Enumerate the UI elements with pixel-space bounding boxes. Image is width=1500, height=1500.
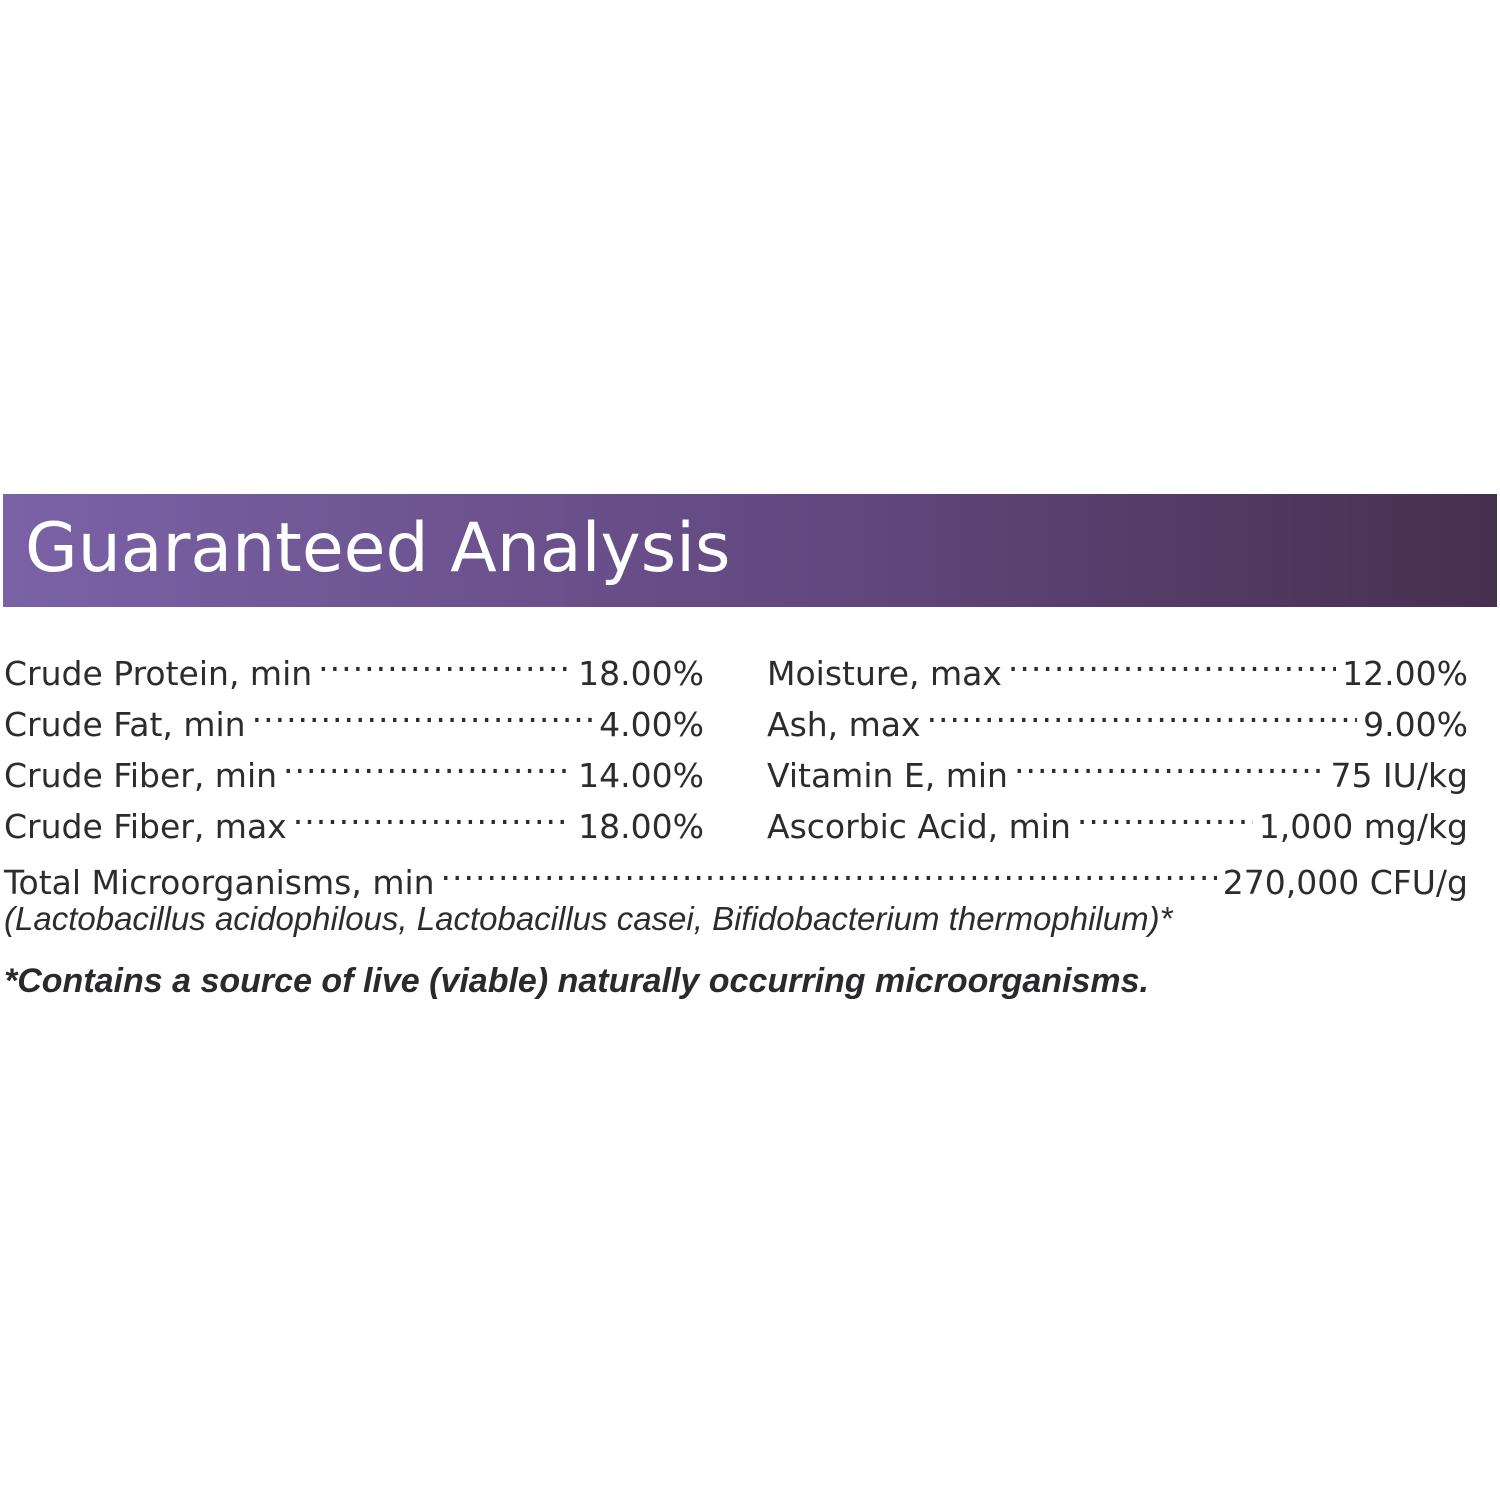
footnote: *Contains a source of live (viable) naturally occurring microorganisms. [4,962,1149,1000]
analysis-left-column [4,634,704,846]
dot-leader [441,843,1217,894]
analysis-label: Total Microorganisms, min [4,863,435,902]
header-title: Guaranteed Analysis [25,509,731,588]
guaranteed-analysis-header [3,494,1497,607]
species-list: (Lactobacillus acidophilous, Lactobacillus casei, Bifidobacterium thermophilum)* [4,900,1173,937]
total-microorganisms-row [4,843,1468,902]
analysis-label: Ash, max [767,705,921,744]
analysis-label: Crude Fat, min [4,705,246,744]
analysis-value: 4.00% [599,705,704,744]
analysis-label: Vitamin E, min [767,756,1008,795]
analysis-row [767,634,1468,693]
analysis-label: Crude Protein, min [4,654,313,693]
dot-leader [1014,736,1324,787]
analysis-right-column [767,634,1468,846]
dot-leader [283,736,572,787]
dot-leader [1077,787,1253,838]
dot-leader [318,634,572,685]
analysis-value: 270,000 CFU/g [1222,863,1468,902]
dot-leader [252,685,594,736]
analysis-value: 14.00% [578,756,704,795]
dot-leader [1008,634,1336,685]
analysis-row [4,634,704,693]
dot-leader [927,685,1358,736]
analysis-value: 18.00% [578,654,704,693]
analysis-value: 18.00% [578,807,704,846]
analysis-value: 12.00% [1342,654,1468,693]
analysis-value: 9.00% [1363,705,1468,744]
analysis-value: 75 IU/kg [1330,756,1468,795]
dot-leader [293,787,572,838]
analysis-label: Crude Fiber, max [4,807,287,846]
analysis-label: Crude Fiber, min [4,756,278,795]
analysis-label: Moisture, max [767,654,1002,693]
analysis-label: Ascorbic Acid, min [767,807,1071,846]
analysis-value: 1,000 mg/kg [1258,807,1468,846]
